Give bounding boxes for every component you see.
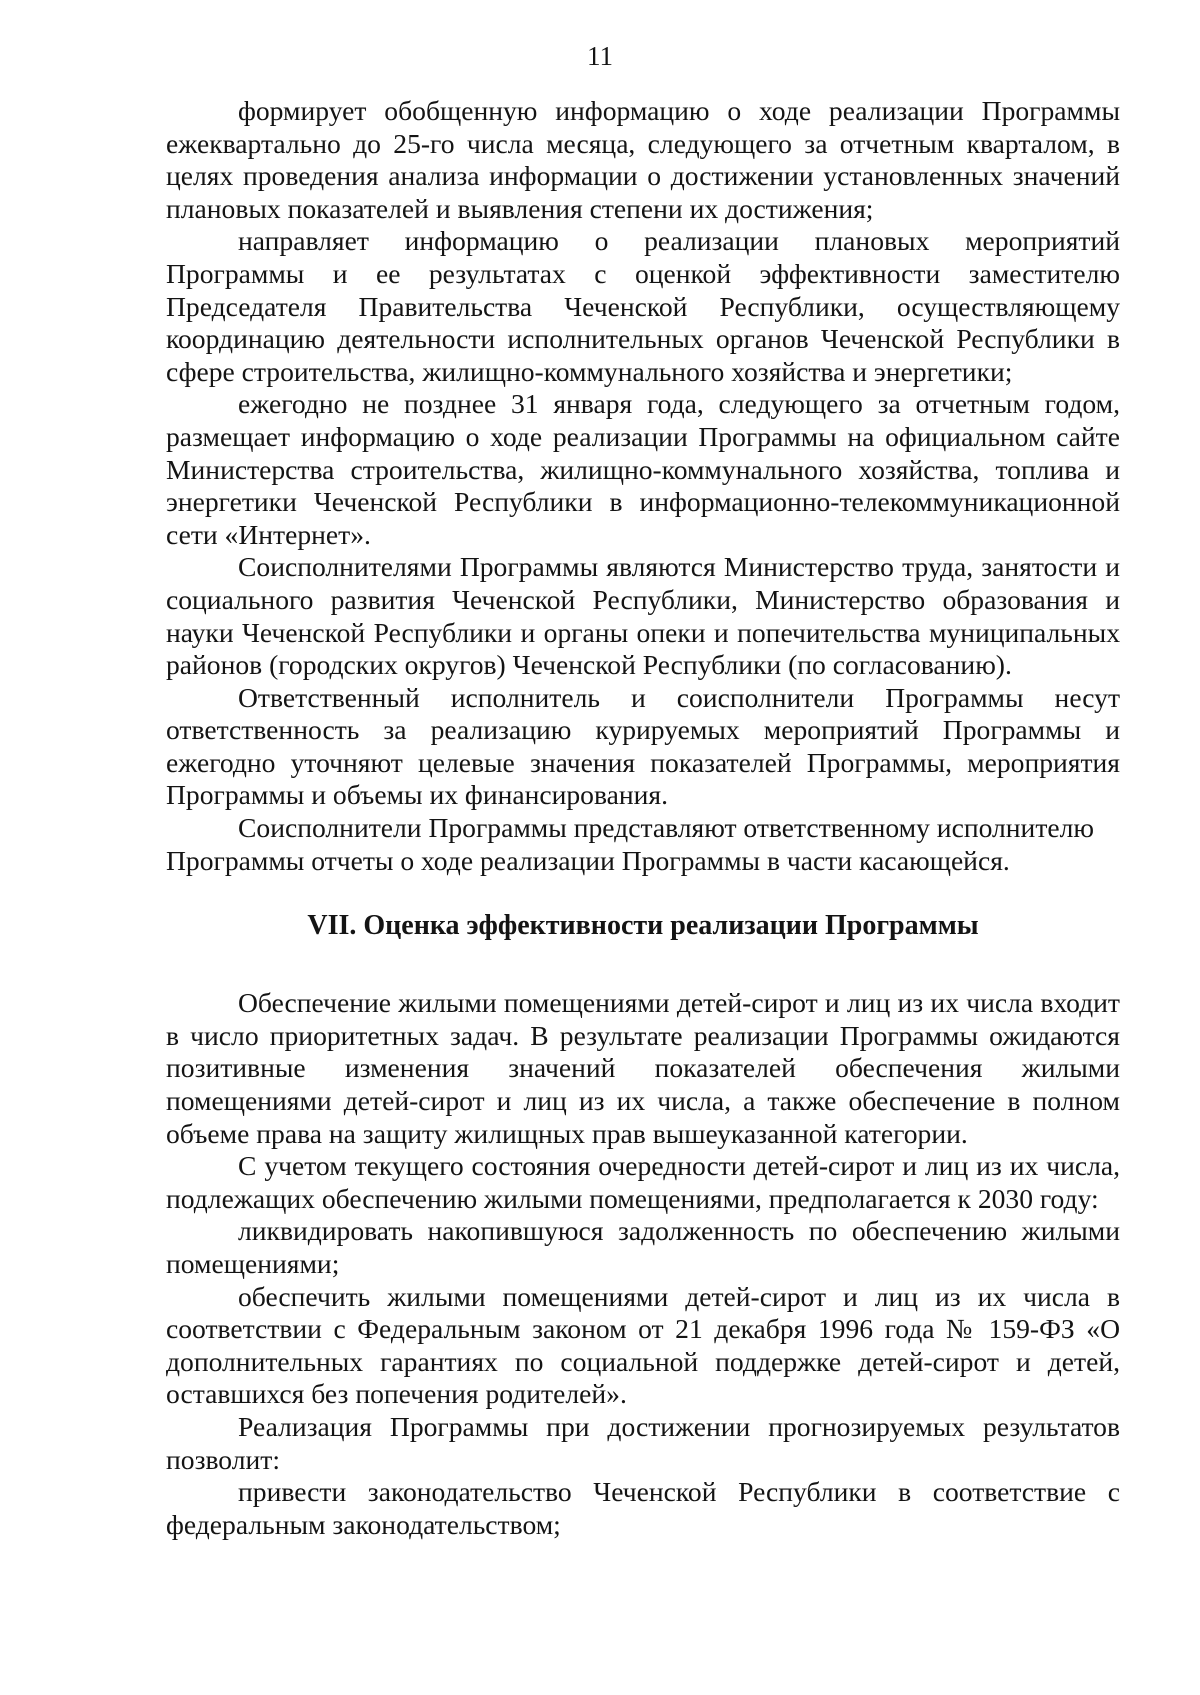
paragraph: ликвидировать накопившуюся задолженность по обеспечению жилыми помещениями; — [166, 1215, 1120, 1279]
paragraph: направляет информацию о реализации плановых мероприятий Программы и ее результатах с оценкой эффективности заместителю Председателя Правительства Чеченской Республики, осуществляющему координацию деятельности исполнительных органов Чеченской Республики в сфере строительства, жилищно-коммунального хозяйства и энергетики; — [166, 225, 1120, 387]
paragraph: Соисполнителями Программы являются Министерство труда, занятости и социального развития Чеченской Республики, Министерство образования и науки Чеченской Республики и органы опеки и попечительства муниципальных районов (городских округов) Чеченской Республики (по согласованию). — [166, 551, 1120, 681]
page-number: 11 — [587, 41, 613, 71]
paragraph: Соисполнители Программы представляют ответственному исполнителю Программы отчеты о ходе реализации Программы в части касающейся. — [166, 812, 1095, 876]
paragraph: обеспечить жилыми помещениями детей-сирот и лиц из их числа в соответствии с Федеральным законом от 21 декабря 1996 года № 159-ФЗ «О дополнительных гарантиях по социальной поддержке детей-сирот и детей, оставшихся без попечения родителей». — [166, 1280, 1120, 1410]
document-body — [166, 95, 1120, 1541]
paragraph: Обеспечение жилыми помещениями детей-сирот и лиц из их числа входит в число приоритетных задач. В результате реализации Программы ожидаются позитивные изменения значений показателей обеспечения жилыми помещениями детей-сирот и лиц из их числа, а также обеспечение в полном объеме права на защиту жилищных прав вышеуказанной категории. — [166, 987, 1120, 1149]
section-heading: VII. Оценка эффективности реализации Программы — [307, 910, 979, 942]
paragraph: формирует обобщенную информацию о ходе реализации Программы ежеквартально до 25-го числа месяца, следующего за отчетным кварталом, в целях проведения анализа информации о достижении установленных значений плановых показателей и выявления степени их достижения; — [166, 95, 1120, 224]
paragraph: Ответственный исполнитель и соисполнители Программы несут ответственность за реализацию курируемых мероприятий Программы и ежегодно уточняют целевые значения показателей Программы, мероприятия Программы и объемы их финансирования. — [166, 681, 1120, 811]
paragraph: Реализация Программы при достижении прогнозируемых результатов позволит: — [166, 1410, 1120, 1475]
paragraph: привести законодательство Чеченской Республики в соответствие с федеральным законодательством; — [166, 1476, 1120, 1540]
paragraph: ежегодно не позднее 31 января года, следующего за отчетным годом, размещает информацию о ходе реализации Программы на официальном сайте Министерства строительства, жилищно-коммунального хозяйства, топлива и энергетики Чеченской Республики в информационно-телекоммуникационной сети «Интернет». — [166, 388, 1120, 550]
paragraph: С учетом текущего состояния очередности детей-сирот и лиц из их числа, подлежащих обеспечению жилыми помещениями, предполагается к 2030 году: — [166, 1150, 1120, 1214]
